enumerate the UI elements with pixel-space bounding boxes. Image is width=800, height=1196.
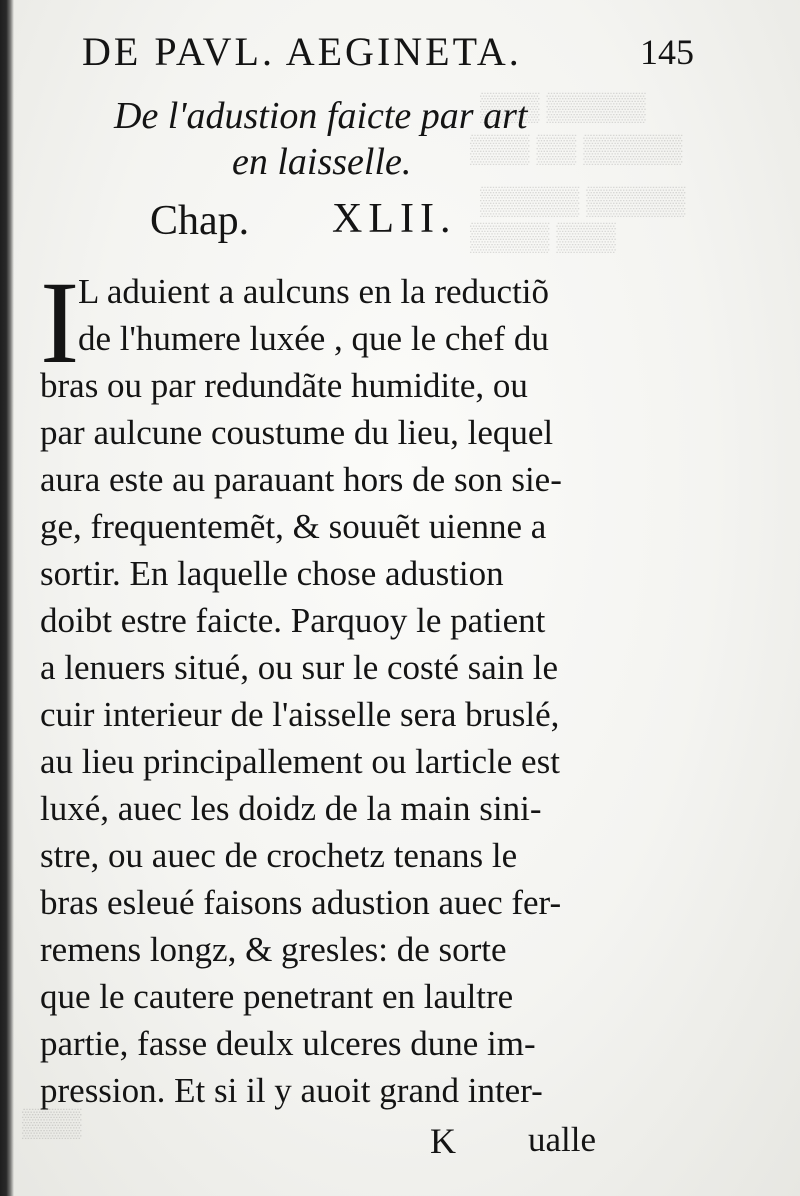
chapter-title-line-1: De l'adustion faicte par art (114, 95, 528, 137)
text-line: luxé, auec les doidz de la main sini- (40, 789, 542, 828)
running-head: DE PAVL. AEGINETA. (82, 29, 522, 74)
text-line: aura este au parauant hors de son sie- (40, 460, 562, 499)
text-line: a lenuers situé, ou sur le costé sain le (40, 648, 559, 687)
bleed-through-text: ▒▒▒ ▒▒▒▒▒ (480, 92, 646, 123)
bleed-through-text: ▒▒▒▒▒ ▒▒▒▒▒ (480, 186, 686, 217)
text-line: pression. Et si il y auoit grand inter- (40, 1071, 543, 1110)
chapter-title-line-2: en laisselle. (232, 141, 412, 183)
text-line: par aulcune coustume du lieu, lequel (40, 413, 554, 452)
text-line: de l'humere luxée , que le chef du (78, 319, 549, 358)
text-line: ge, frequentemẽt, & souuẽt uienne a (40, 507, 547, 546)
text-line: remens longz, & gresles: de sorte (40, 930, 507, 969)
text-line: sortir. En laquelle chose adustion (40, 554, 504, 593)
text-line: L aduient a aulcuns en la reductiõ (78, 272, 550, 311)
text-line: que le cautere penetrant en laultre (40, 977, 514, 1016)
text-line: cuir interieur de l'aisselle sera bruslé, (40, 695, 560, 734)
catchword: ualle (528, 1120, 597, 1159)
bleed-through-text: ▒▒▒▒ ▒▒▒ (470, 222, 616, 253)
signature-mark: K (430, 1121, 456, 1161)
page-number: 145 (640, 32, 694, 72)
bleed-through-text: ▒▒▒ ▒▒ ▒▒▒▒▒ (470, 134, 683, 165)
text-line: doibt estre faicte. Parquoy le patient (40, 601, 546, 640)
binding-shadow (0, 0, 14, 1196)
text-line: stre, ou auec de crochetz tenans le (40, 836, 518, 875)
text-line: bras esleué faisons adustion auec fer- (40, 883, 562, 922)
text-line: partie, fasse deulx ulceres dune im- (40, 1024, 536, 1063)
text-line: bras ou par redundãte humidite, ou (40, 366, 528, 405)
drop-initial: I (40, 257, 80, 388)
bleed-through-text: ▒▒▒ (22, 1108, 82, 1139)
chapter-label: Chap. (150, 198, 250, 244)
chapter-number: XLII. (332, 196, 457, 242)
text-line: au lieu principallement ou larticle est (40, 742, 560, 781)
